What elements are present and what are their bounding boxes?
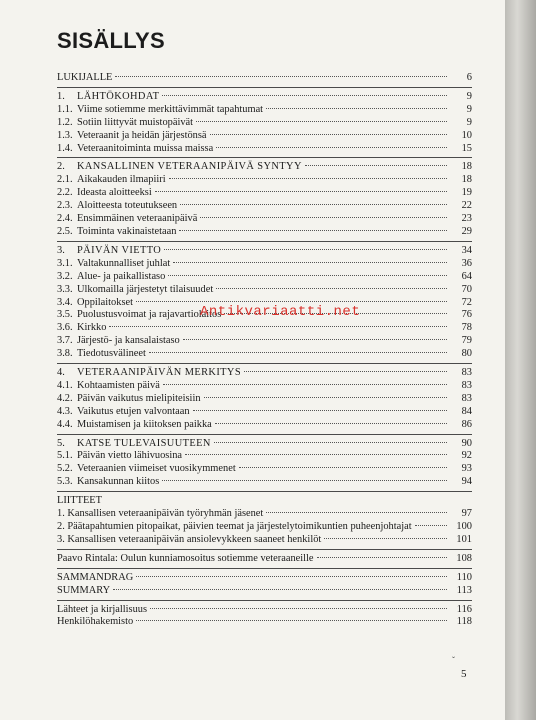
toc-entry-page: 72	[461, 296, 472, 308]
toc-entry-page: 22	[461, 200, 472, 212]
toc-entry	[57, 104, 472, 117]
toc-entry-page: 83	[461, 379, 472, 391]
toc-entry-page: 100	[456, 521, 472, 532]
toc-entry-title: Järjestö- ja kansalaistaso	[77, 335, 180, 347]
toc-entry-title: SUMMARY	[57, 584, 111, 596]
toc-entry	[57, 213, 472, 226]
toc-entry-page: 118	[456, 616, 472, 628]
toc-entry	[57, 174, 472, 187]
dot-leader	[216, 288, 447, 289]
toc-entry-title: Päivän vietto lähivuosina	[77, 450, 183, 462]
dot-leader	[305, 165, 447, 166]
toc-entry-title: SAMMANDRAG	[57, 571, 134, 583]
toc-entry	[57, 117, 472, 130]
dot-leader	[215, 423, 447, 424]
toc-entry-number: 3.3.	[57, 283, 73, 295]
toc-entry	[57, 406, 472, 419]
toc-entry-page: 36	[461, 257, 472, 269]
toc-entry-title: Aloitteesta toteutukseen	[77, 200, 178, 212]
toc-section	[57, 72, 472, 88]
toc-entry-page: 110	[456, 571, 472, 583]
dot-leader	[113, 589, 447, 590]
toc-entry-page: 6	[466, 72, 472, 83]
toc-entry	[57, 335, 472, 348]
toc-entry-page: 9	[466, 116, 472, 128]
toc-entry-page: 18	[461, 161, 472, 173]
toc-entry-number: 3.8.	[57, 348, 73, 360]
toc-entry-title: Lähteet ja kirjallisuus	[57, 603, 148, 615]
toc-entry-page: 83	[461, 392, 472, 404]
toc-entry-page: 18	[461, 174, 472, 186]
dot-leader	[136, 620, 447, 621]
dot-leader	[216, 147, 447, 148]
dot-leader	[239, 467, 447, 468]
toc-entry-page: 101	[456, 533, 472, 545]
toc-entry-number: 4.	[57, 367, 65, 379]
toc-chapter	[57, 438, 472, 451]
toc-entry-title: Kansakunnan kiitos	[77, 476, 160, 488]
toc-entry	[57, 258, 472, 271]
toc-entry-page: 86	[461, 418, 472, 430]
toc-entry-number: 1.3.	[57, 129, 73, 141]
toc-entry	[57, 450, 472, 463]
toc-entry-number: 3.5.	[57, 309, 73, 321]
toc-entry	[57, 271, 472, 284]
toc-chapter	[57, 91, 472, 104]
toc-entry	[57, 130, 472, 143]
toc-entry-number: 2.4.	[57, 213, 73, 225]
toc-entry-number: 5.	[57, 437, 65, 449]
toc-entry-number: 1.4.	[57, 142, 73, 154]
toc-entry-title: Muistamisen ja kiitoksen paikka	[77, 418, 212, 430]
toc-entry	[57, 72, 472, 85]
dot-leader	[136, 576, 447, 577]
toc-entry-number: 3.2.	[57, 270, 73, 282]
toc-entry-number: 1.	[57, 90, 65, 102]
toc-entry-number: 2.	[57, 161, 65, 173]
dot-leader	[266, 108, 447, 109]
toc-entry-page: 84	[461, 405, 472, 417]
dot-leader	[163, 384, 447, 385]
dot-leader	[155, 191, 447, 192]
toc-entry	[57, 419, 472, 432]
toc-entry-title: Kohtaamisten päivä	[77, 379, 160, 391]
toc-entry-page: 34	[461, 244, 472, 256]
toc-section	[57, 438, 472, 493]
toc-entry-page: 83	[461, 367, 472, 379]
toc-entry-number: 1.1.	[57, 103, 73, 115]
toc-entry	[57, 616, 472, 629]
toc-entry-page: 78	[461, 322, 472, 334]
toc-entry-title: LIITTEET	[57, 495, 103, 507]
toc-entry-title: Aikakauden ilmapiiri	[77, 174, 166, 186]
dot-leader	[185, 454, 447, 455]
toc-entry-number: 5.1.	[57, 450, 73, 462]
toc-entry	[57, 508, 472, 521]
dot-leader	[168, 275, 447, 276]
toc-entry-page: 80	[461, 348, 472, 360]
dot-leader	[162, 95, 447, 96]
toc-entry-number: 1.2.	[57, 116, 73, 128]
dot-leader	[244, 371, 447, 372]
toc-entry-title: PÄIVÄN VIETTO	[77, 244, 162, 256]
toc-section	[57, 495, 472, 550]
toc-entry	[57, 585, 472, 598]
dot-leader	[210, 134, 447, 135]
toc-entry-title: Henkilöhakemisto	[57, 616, 134, 628]
toc-entry-title: KANSALLINEN VETERAANIPÄIVÄ SYNTYY	[77, 161, 302, 173]
toc-entry-page: 9	[466, 103, 472, 115]
page-title: SISÄLLYS	[57, 28, 165, 53]
margin-mark: ˇ	[452, 655, 455, 665]
page-number: 5	[461, 668, 467, 680]
toc-entry-number: 5.2.	[57, 463, 73, 475]
toc-entry-number: 2.1.	[57, 174, 73, 186]
dot-leader	[136, 301, 447, 302]
toc-entry-page: 15	[461, 142, 472, 154]
toc-entry	[57, 348, 472, 361]
toc-entry	[57, 534, 472, 547]
toc-entry-number: 4.1.	[57, 379, 73, 391]
toc-entry	[57, 380, 472, 393]
toc-section	[57, 91, 472, 159]
dot-leader	[109, 326, 447, 327]
toc-entry	[57, 322, 472, 335]
dot-leader	[162, 480, 447, 481]
toc-entry-number: 3.4.	[57, 296, 73, 308]
toc-section	[57, 161, 472, 241]
toc-entry-title: Veteraanitoiminta muissa maissa	[77, 142, 214, 154]
toc-entry-page: 79	[461, 335, 472, 347]
toc-entry-page: 64	[461, 270, 472, 282]
toc-entry	[57, 604, 472, 617]
toc-entry-page: 23	[461, 213, 472, 225]
dot-leader	[149, 352, 447, 353]
toc-entry-title: Sotiin liittyvät muistopäivät	[77, 116, 194, 128]
toc-entry-page: 10	[461, 129, 472, 141]
toc-entry	[57, 572, 472, 585]
toc-entry-title: Vaikutus etujen valvontaan	[77, 405, 190, 417]
dot-leader	[115, 76, 447, 77]
dot-leader	[150, 608, 447, 609]
dot-leader	[164, 249, 447, 250]
dot-leader	[179, 230, 447, 231]
toc-entry-title: KATSE TULEVAISUUTEEN	[77, 437, 211, 449]
toc-entry	[57, 521, 472, 534]
toc-entry-title: 1. Kansallisen veteraanipäivän työryhmän jäsenet	[57, 508, 264, 520]
toc-entry	[57, 553, 472, 566]
toc-entry-page: 108	[456, 552, 472, 564]
toc-section	[57, 572, 472, 601]
toc-entry	[57, 143, 472, 156]
dot-leader	[180, 204, 447, 205]
toc-entry-page: 29	[461, 225, 472, 237]
toc-entry-page: 92	[461, 450, 472, 462]
dot-leader	[173, 262, 447, 263]
toc-entry-number: 4.3.	[57, 405, 73, 417]
toc-section	[57, 604, 472, 632]
toc-entry-number: 3.6.	[57, 322, 73, 334]
toc-chapter	[57, 161, 472, 174]
dot-leader	[193, 410, 447, 411]
toc-entry-number: 3.7.	[57, 335, 73, 347]
toc-entry-number: 2.3.	[57, 200, 73, 212]
toc-entry	[57, 495, 472, 508]
toc-chapter	[57, 245, 472, 258]
toc-entry-page: 70	[461, 283, 472, 295]
dot-leader	[324, 538, 447, 539]
toc-section	[57, 367, 472, 435]
toc-entry-page: 19	[461, 187, 472, 199]
toc-entry-title: Päivän vaikutus mielipiteisiin	[77, 392, 201, 404]
dot-leader	[169, 178, 447, 179]
toc-entry-number: 2.5.	[57, 225, 73, 237]
toc-entry-page: 90	[461, 437, 472, 449]
toc-entry-title: Oppilaitokset	[77, 296, 133, 308]
dot-leader	[200, 217, 447, 218]
toc-entry-title: 2. Päätapahtumien pitopaikat, päivien teemat ja järjestelytoimikuntien puheenjohtajat	[57, 521, 412, 532]
dot-leader	[204, 397, 447, 398]
toc-entry-title: Ulkomailla järjestetyt tilaisuudet	[77, 283, 214, 295]
book-spine	[505, 0, 536, 720]
toc-entry-title: LUKIJALLE	[57, 72, 113, 83]
toc-entry-number: 4.4.	[57, 418, 73, 430]
toc-entry-title: Viime sotiemme merkittävimmät tapahtumat	[77, 103, 264, 115]
toc-entry-title: Veteraanit ja heidän järjestönsä	[77, 129, 207, 141]
toc-entry	[57, 187, 472, 200]
toc-entry-page: 97	[461, 508, 472, 520]
toc-entry-title: Ideasta aloitteeksi	[77, 187, 152, 199]
toc-chapter	[57, 367, 472, 380]
dot-leader	[266, 512, 447, 513]
toc-entry-title: Valtakunnalliset juhlat	[77, 257, 171, 269]
toc-entry	[57, 284, 472, 297]
dot-leader	[415, 525, 447, 526]
toc-entry	[57, 393, 472, 406]
toc-entry-title: LÄHTÖKOHDAT	[77, 90, 160, 102]
toc-entry	[57, 476, 472, 489]
toc-entry-page: 76	[461, 309, 472, 321]
toc-entry	[57, 226, 472, 239]
toc-section	[57, 553, 472, 569]
toc-entry	[57, 463, 472, 476]
dot-leader	[214, 442, 447, 443]
toc-entry-page: 9	[466, 90, 472, 102]
toc-entry-title: Toiminta vakinaistetaan	[77, 225, 177, 237]
toc-entry-title: Ensimmäinen veteraanipäivä	[77, 213, 198, 225]
dot-leader	[317, 557, 447, 558]
toc-entry-title: Puolustusvoimat ja rajavartiolaitos	[77, 309, 222, 321]
toc-entry	[57, 200, 472, 213]
toc-entry-page: 116	[456, 603, 472, 615]
toc-entry-title: Paavo Rintala: Oulun kunniamosoitus sotiemme veteraaneille	[57, 552, 314, 564]
toc-entry-number: 3.	[57, 244, 65, 256]
toc-entry-title: Tiedotusvälineet	[77, 348, 146, 360]
toc-entry-number: 5.3.	[57, 476, 73, 488]
watermark: Antikvariaatti.net	[200, 304, 361, 320]
toc-entry-page: 113	[456, 584, 472, 596]
toc-entry-title: 3. Kansallisen veteraanipäivän ansiolevykkeen saaneet henkilöt	[57, 533, 322, 545]
dot-leader	[196, 121, 447, 122]
table-of-contents	[57, 72, 472, 634]
toc-entry-number: 4.2.	[57, 392, 73, 404]
toc-entry-title: Alue- ja paikallistaso	[77, 270, 166, 282]
toc-entry-number: 2.2.	[57, 187, 73, 199]
toc-entry-number: 3.1.	[57, 257, 73, 269]
toc-entry-title: Kirkko	[77, 322, 107, 334]
toc-entry-title: Veteraanien viimeiset vuosikymmenet	[77, 463, 236, 475]
dot-leader	[183, 339, 447, 340]
toc-entry-page: 94	[461, 476, 472, 488]
toc-entry-title: VETERAANIPÄIVÄN MERKITYS	[77, 367, 242, 379]
toc-entry-page: 93	[461, 463, 472, 475]
